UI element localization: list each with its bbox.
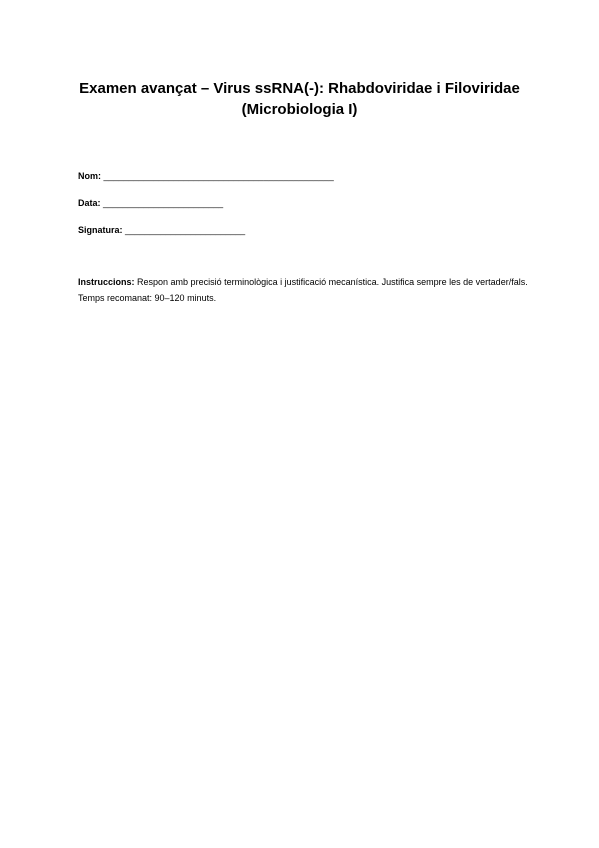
instructions	[78, 274, 528, 306]
signature-label: Signatura:	[78, 225, 123, 235]
name-field	[78, 170, 334, 182]
name-label: Nom:	[78, 171, 101, 181]
signature-field	[78, 224, 245, 236]
date-label: Data:	[78, 198, 101, 208]
instructions-text: Respon amb precisió terminològica i justificació mecanística. Justifica sempre les de vertader/fals. Temps recomanat: 90–120 minuts.	[78, 277, 528, 303]
name-line: ______________________________________________	[103, 171, 334, 181]
date-field	[78, 197, 223, 209]
instructions-label: Instruccions:	[78, 277, 135, 287]
page-title: Examen avançat – Virus ssRNA(-): Rhabdoviridae i Filoviridae (Microbiologia I)	[79, 80, 520, 118]
date-line: ________________________	[103, 198, 224, 208]
signature-line: ________________________	[125, 225, 246, 235]
